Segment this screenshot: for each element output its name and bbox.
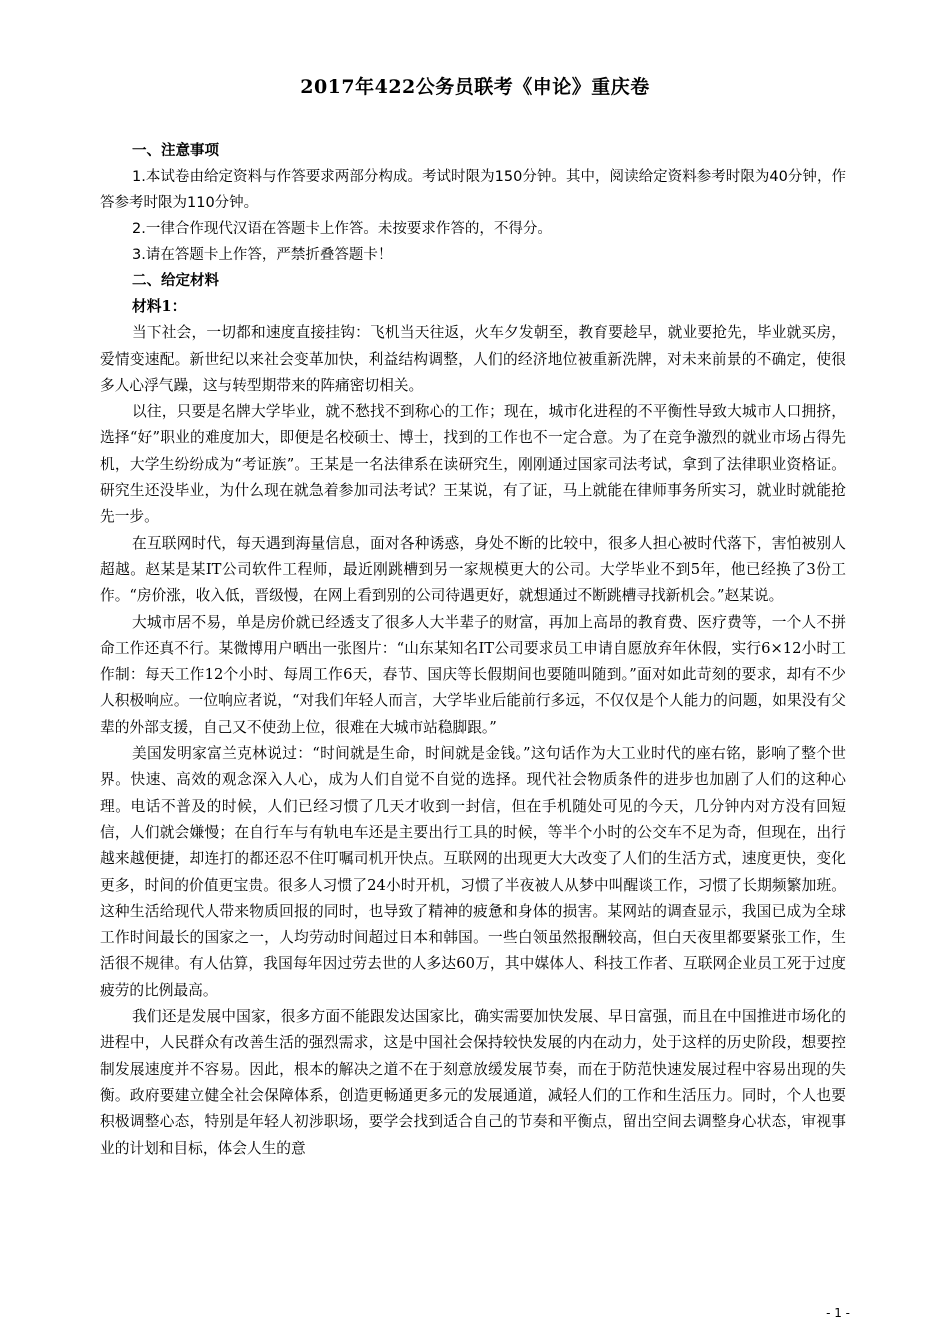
material-paragraph: 以往，只要是名牌大学毕业，就不愁找不到称心的工作；现在，城市化进程的不平衡性导致大城市人口拥挤，选择“好”职业的难度加大，即便是名校硕士、博士，找到的工作也不一定合意。为了在竞争激烈的就业市场占得先机，大学生纷纷成为“考证族”。王某是一名法律系在读研究生，刚刚通过国家司法考试，拿到了法律职业资格证。研究生还没毕业，为什么现在就急着参加司法考试？王某说，有了证，马上就能在律师事务所实习，就业时就能抢先一步。 bbox=[100, 403, 846, 526]
material-paragraph: 在互联网时代，每天遇到海量信息，面对各种诱惑，身处不断的比较中，很多人担心被时代落下，害怕被别人超越。赵某是某IT公司软件工程师，最近刚跳槽到另一家规模更大的公司。大学毕业不到5年，他已经换了3份工作。“房价涨，收入低，晋级慢，在网上看到别的公司待遇更好，就想通过不断跳槽寻找新机会。”赵某说。 bbox=[100, 534, 846, 605]
material-paragraph: 美国发明家富兰克林说过：“时间就是生命，时间就是金钱。”这句话作为大工业时代的座右铭，影响了整个世界。快速、高效的观念深入人心，成为人们自觉不自觉的选择。现代社会物质条件的进步也加剧了人们的这种心理。电话不普及的时候，人们已经习惯了几天才收到一封信，但在手机随处可见的今天，几分钟内对方没有回短信，人们就会嫌慢；在自行车与有轨电车还是主要出行工具的时候，等半个小时的公交车不足为奇，但现在，出行越来越便捷，却连打的都还忍不住叮嘱司机开快点。互联网的出现更大大改变了人们的生活方式，速度更快，变化更多，时间的价值更宝贵。很多人习惯了24小时开机，习惯了半夜被人从梦中叫醒谈工作，习惯了长期频繁加班。这种生活给现代人带来物质回报的同时，也导致了精神的疲惫和身体的损害。某网站的调查显示，我国已成为全球工作时间最长的国家之一，人均劳动时间超过日本和韩国。一些白领虽然报酬较高，但白天夜里都要紧张工作，生活很不规律。有人估算，我国每年因过劳去世的人多达60万，其中媒体人、科技工作者、互联网企业员工死于过度疲劳的比例最高。 bbox=[100, 745, 846, 999]
page-title: 2017年422公务员联考《申论》重庆卷 bbox=[300, 76, 650, 98]
material-paragraph: 大城市居不易，单是房价就已经透支了很多人大半辈子的财富，再加上高昂的教育费、医疗费等，一个人不拼命工作还真不行。某微博用户晒出一张图片：“山东某知名IT公司要求员工申请自愿放弃年休假，实行6×12小时工作制：每天工作12个小时、每周工作6天，春节、国庆等长假期间也要随叫随到。”面对如此苛刻的要求，却有不少人积极响应。一位响应者说，“对我们年轻人而言，大学毕业后能前行多远，不仅仅是个人能力的问题，如果没有父辈的外部支援，自己又不使劲上位，很难在大城市站稳脚跟。” bbox=[100, 613, 846, 736]
material-paragraph: 我们还是发展中国家，很多方面不能跟发达国家比，确实需要加快发展、早日富强，而且在中国推进市场化的进程中，人民群众有改善生活的强烈需求，这是中国社会保持较快发展的内在动力，处于这样的历史阶段，想要控制发展速度并不容易。因此，根本的解决之道不在于刻意放缓发展节奏，而在于防范快速发展过程中容易出现的失衡。政府要建立健全社会保障体系，创造更畅通更多元的发展通道，减轻人们的工作和生活压力。同时，个人也要积极调整心态，特别是年轻人初涉职场，要学会找到适合自己的节奏和平衡点，留出空间去调整身心状态，审视事业的计划和目标，体会人生的意 bbox=[100, 1008, 846, 1157]
section-heading-materials: 二、给定材料 bbox=[132, 273, 219, 289]
document-body bbox=[100, 138, 846, 1162]
note-item: 2.一律合作现代汉语在答题卡上作答。未按要求作答的，不得分。 bbox=[132, 221, 552, 237]
note-item: 3.请在答题卡上作答，严禁折叠答题卡！ bbox=[132, 247, 393, 263]
material-paragraph: 当下社会，一切都和速度直接挂钩：飞机当天往返，火车夕发朝至，教育要趁早，就业要抢先，毕业就买房，爱情变速配。新世纪以来社会变革加快，利益结构调整，人们的经济地位被重新洗牌，对未来前景的不确定，使很多人心浮气躁，这与转型期带来的阵痛密切相关。 bbox=[100, 324, 846, 394]
note-item: 1.本试卷由给定资料与作答要求两部分构成。考试时限为150分钟。其中，阅读给定资料参考时限为40分钟，作答参考时限为110分钟。 bbox=[100, 169, 846, 211]
section-heading-notes: 一、注意事项 bbox=[132, 143, 219, 159]
page-number: - 1 - bbox=[826, 1306, 850, 1320]
material-label: 材料1： bbox=[132, 298, 187, 315]
